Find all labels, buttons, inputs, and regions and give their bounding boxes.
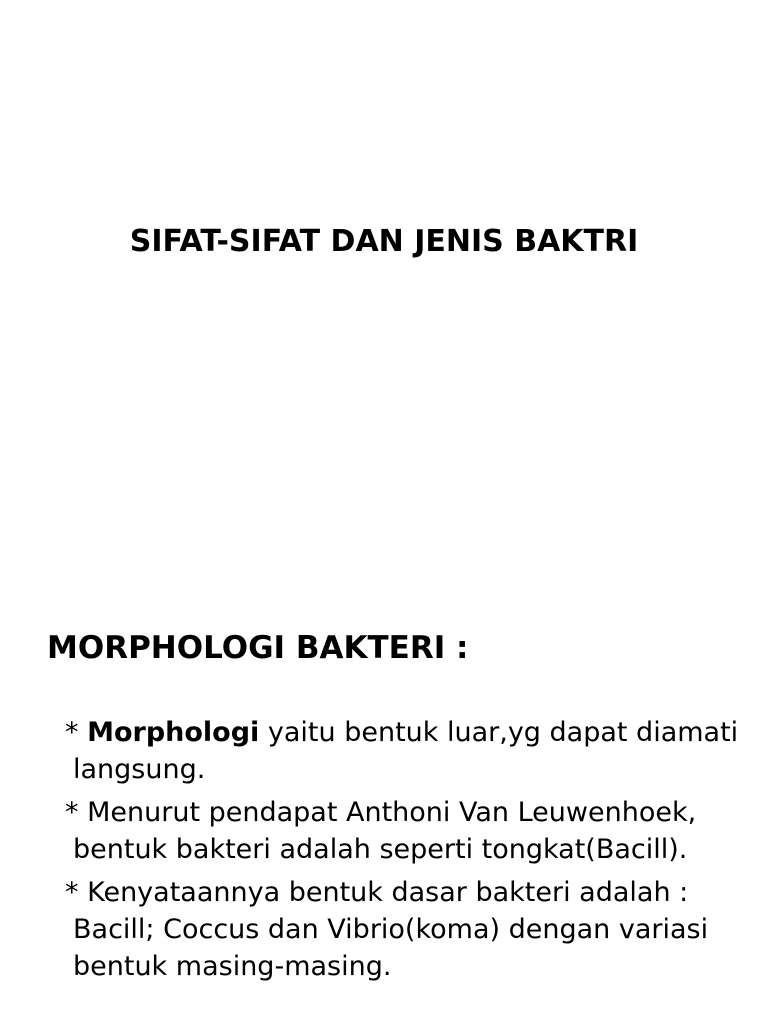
bullet-text: Kenyataannya bentuk dasar bakteri adalah : Bacill; Coccus dan Vibrio(koma) dengan variasi bentuk masing-masing. bbox=[73, 877, 709, 982]
bullet-marker: * bbox=[65, 717, 88, 748]
bullet-marker: * bbox=[65, 877, 88, 908]
bullet-text: yaitu bentuk luar,yg dapat diamati langsung. bbox=[73, 717, 739, 785]
bullet-item-bentuk-dasar bbox=[65, 874, 745, 985]
slide-title: SIFAT-SIFAT DAN JENIS BAKTRI bbox=[129, 224, 639, 259]
bullet-marker: * bbox=[65, 797, 88, 828]
bullet-bold-term: Morphologi bbox=[87, 717, 260, 748]
bullet-list bbox=[65, 714, 745, 991]
section-heading: MORPHOLOGI BAKTERI : bbox=[47, 630, 469, 666]
bullet-text: Menurut pendapat Anthoni Van Leuwenhoek, bentuk bakteri adalah seperti tongkat(Bacill). bbox=[73, 797, 697, 865]
bullet-item-morphologi bbox=[65, 714, 745, 788]
bullet-item-leuwenhoek bbox=[65, 794, 745, 868]
